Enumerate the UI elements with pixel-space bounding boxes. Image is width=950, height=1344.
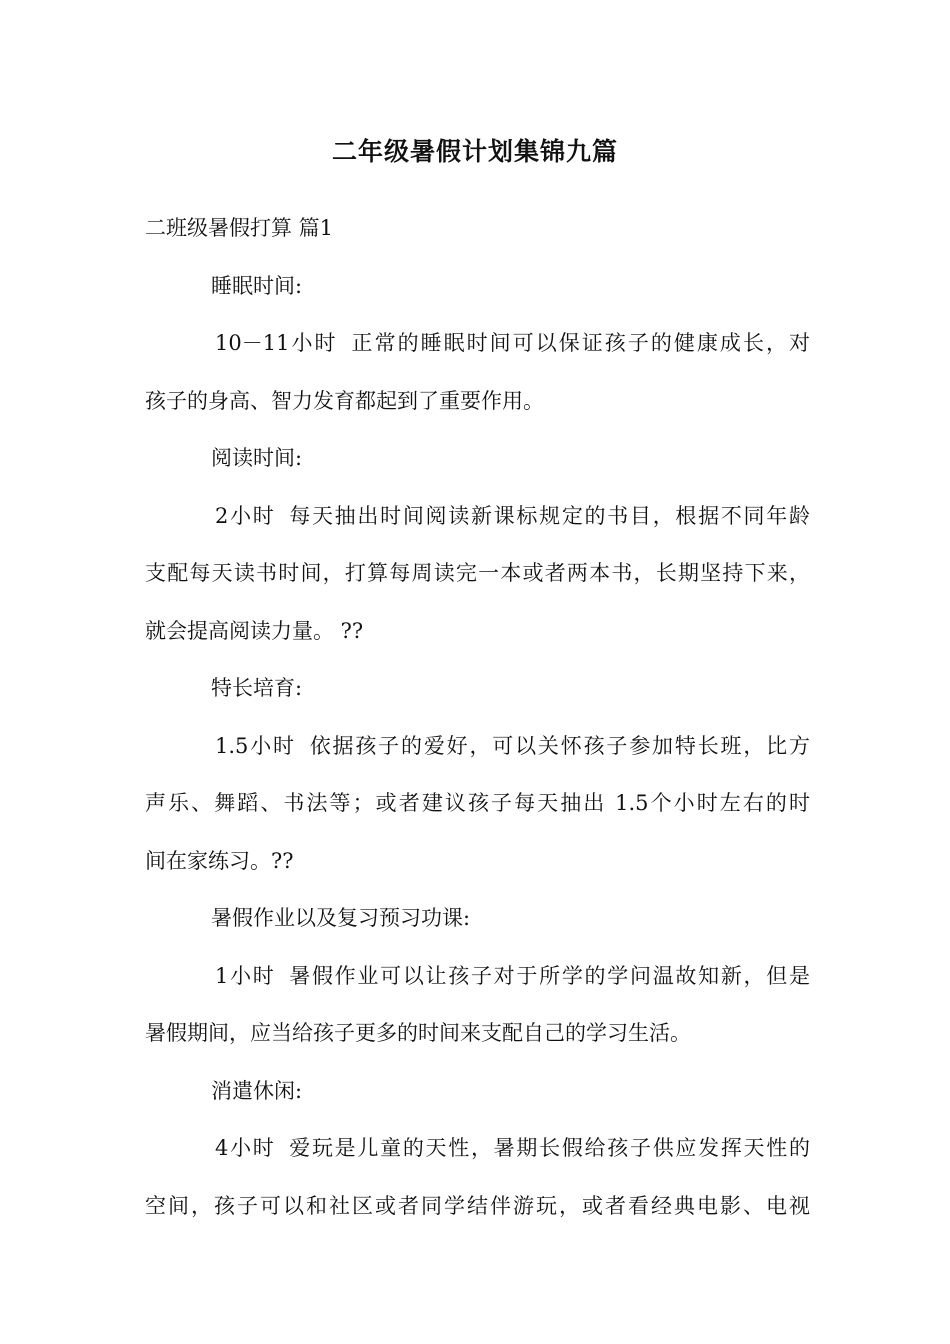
duration-text: 4小时 — [215, 1136, 276, 1160]
paragraph-label-reading: 阅读时间: — [211, 446, 303, 470]
paragraph-line: 孩子的身高、智力发育都起到了重要作用。 — [145, 388, 544, 413]
paragraph-line — [145, 488, 810, 546]
paragraph-line: 支配每天读书时间，打算每周读完一本或者两本书，长期坚持下来， — [145, 561, 810, 585]
duration-text: 10－11小时 — [215, 331, 338, 355]
paragraph-label-talent: 特长培育: — [211, 676, 303, 700]
paragraph-text: 依据孩子的爱好，可以关怀孩子参加特长班，比方 — [307, 733, 810, 758]
document-title: 二年级暑假计划集锦九篇 — [331, 137, 618, 166]
duration-text: 2小时 — [215, 503, 276, 528]
paragraph-label-sleep: 睡眠时间: — [211, 273, 303, 298]
paragraph-line: 暑假期间，应当给孩子更多的时间来支配自己的学习生活。 — [145, 1021, 691, 1045]
paragraph-line — [145, 718, 810, 776]
duration-text: 1.5小时 — [215, 733, 296, 758]
paragraph-line: 空间，孩子可以和社区或者同学结伴游玩，或者看经典电影、电视 — [145, 1193, 810, 1218]
paragraph-text: 爱玩是儿童的天性，暑期长假给孩子供应发挥天性的 — [287, 1136, 810, 1160]
paragraph-line: 声乐、舞蹈、书法等；或者建议孩子每天抽出 1.5个小时左右的时 — [145, 791, 810, 815]
duration-text: 1小时 — [215, 963, 276, 988]
paragraph-label-leisure: 消遣休闲: — [211, 1078, 303, 1103]
paragraph-line: 间在家练习。?? — [145, 848, 294, 873]
paragraph-label-homework: 暑假作业以及复习预习功课: — [211, 906, 471, 930]
paragraph-text: 正常的睡眠时间可以保证孩子的健康成长，对 — [349, 331, 810, 355]
document-body — [145, 200, 810, 1235]
paragraph-line: 就会提高阅读力量。 ?? — [145, 618, 364, 643]
paragraph-text: 暑假作业可以让孩子对于所学的学问温故知新，但是 — [287, 963, 810, 988]
paragraph-line — [145, 315, 810, 373]
section-heading: 二班级暑假打算 篇1 — [145, 216, 334, 240]
paragraph-text: 每天抽出时间阅读新课标规定的书目，根据不同年龄 — [287, 503, 810, 528]
paragraph-line — [145, 948, 810, 1006]
paragraph-line — [145, 1120, 810, 1178]
